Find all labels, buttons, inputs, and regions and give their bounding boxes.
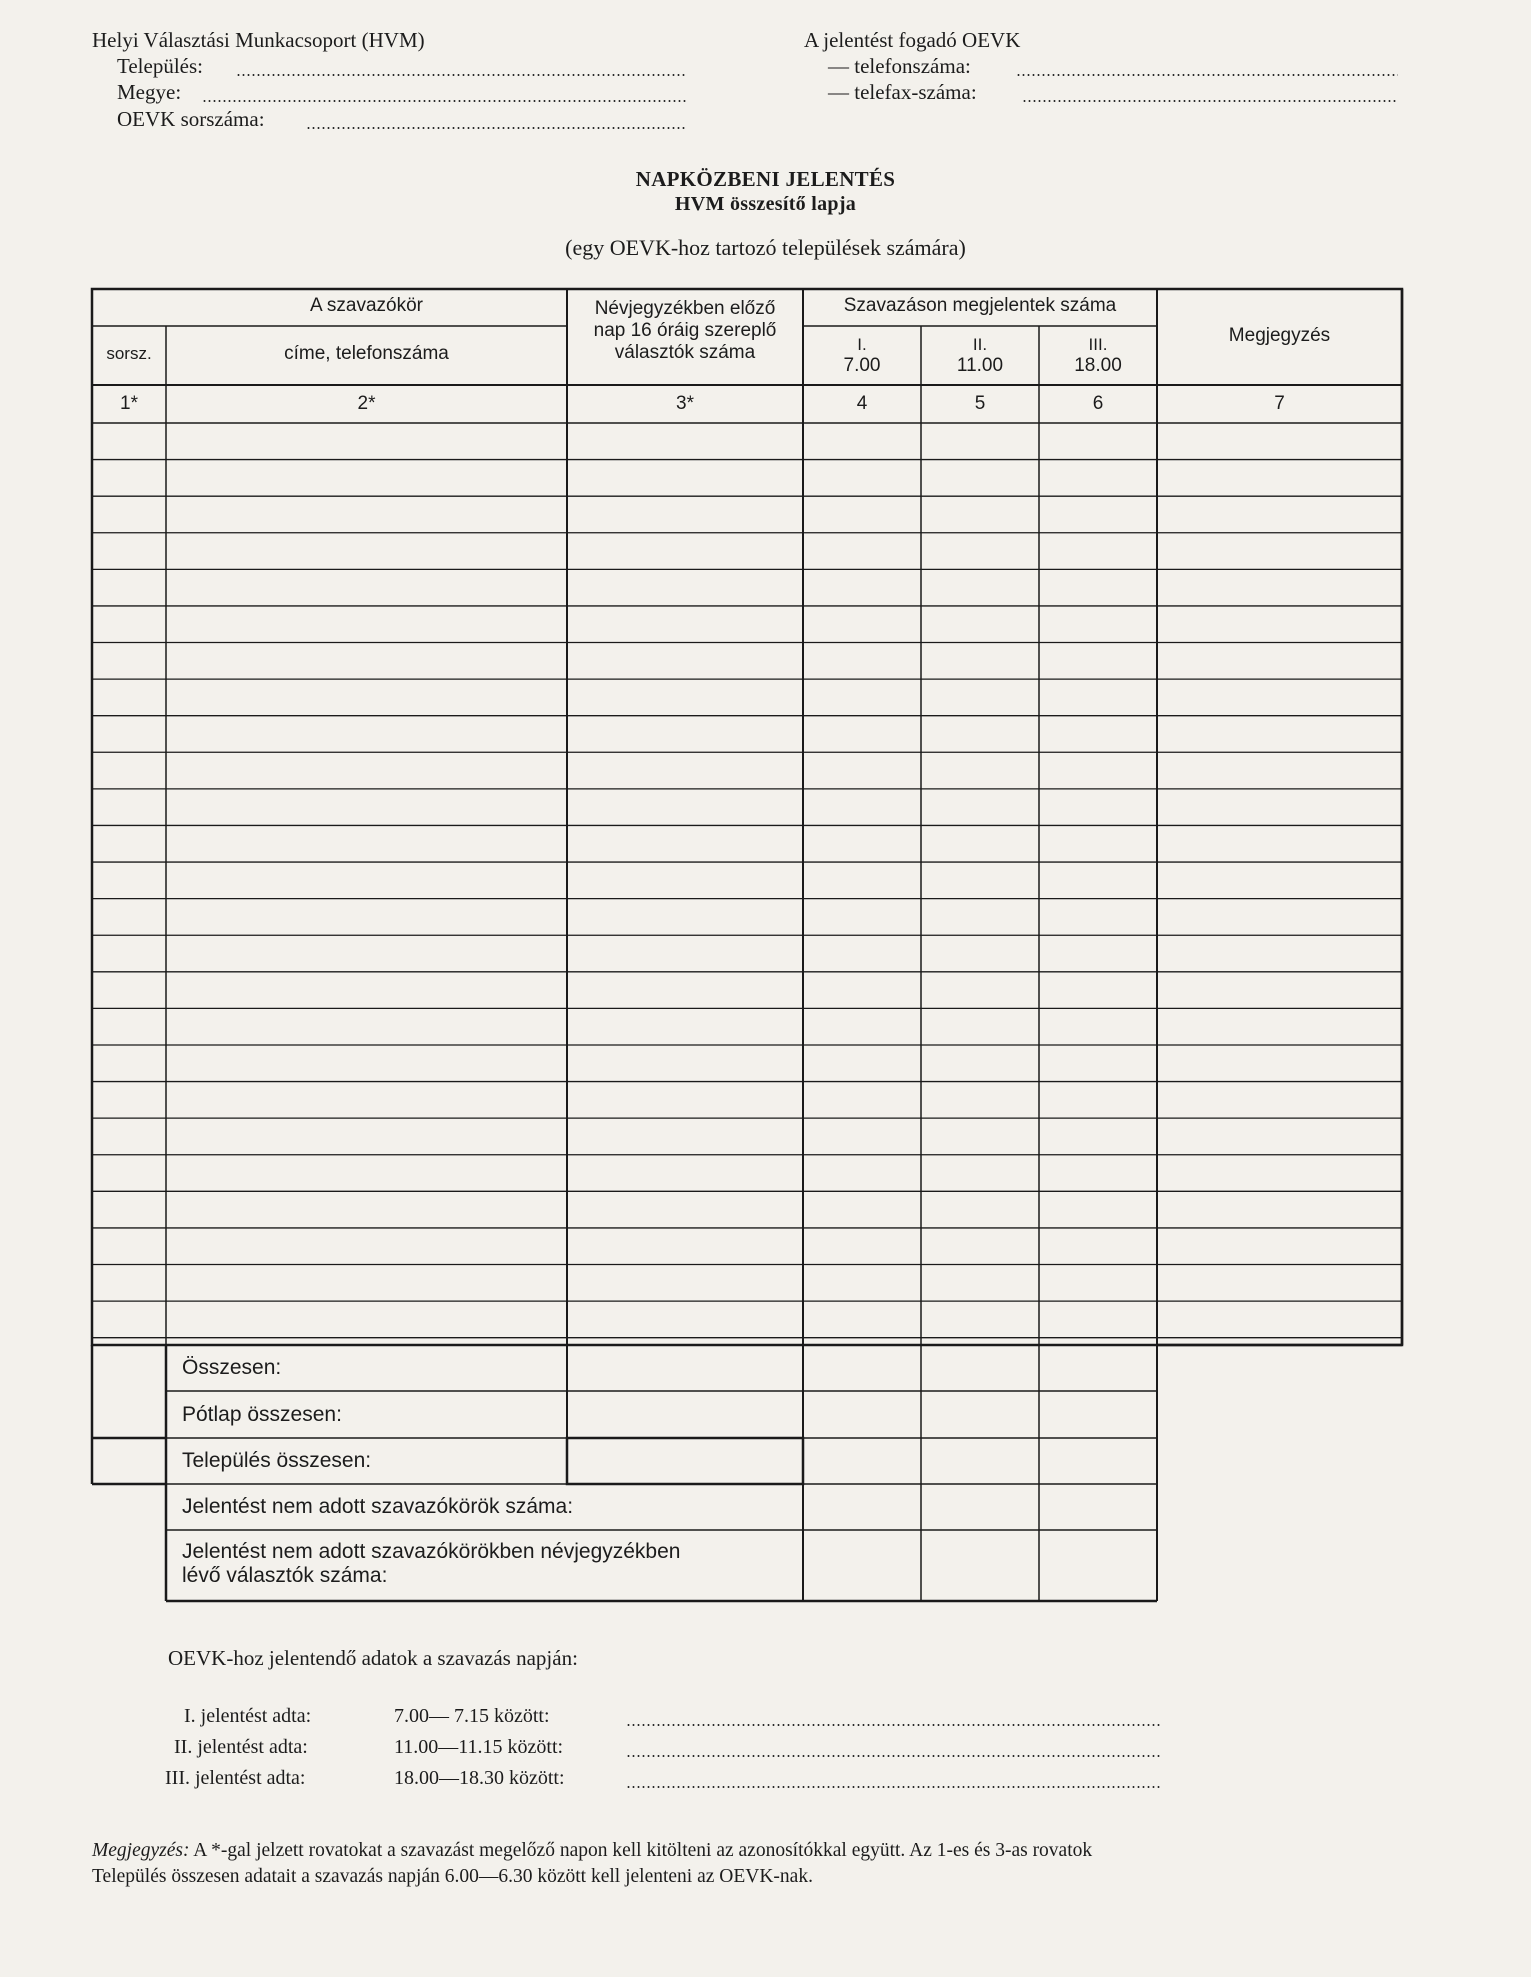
col-group-turnout: Szavazáson megjelentek száma <box>843 295 1117 316</box>
report-2-label: II. jelentést adta: <box>174 1736 308 1758</box>
fax-label: — telefax-száma: <box>828 80 977 104</box>
summary-total-label: Összesen: <box>182 1356 282 1379</box>
county-label: Megye: <box>117 80 182 104</box>
oevk-number-label: OEVK sorszáma: <box>117 107 265 131</box>
form-scope-note: (egy OEVK-hoz tartozó települések számára) <box>565 235 966 260</box>
col-number-2: 2* <box>357 393 376 414</box>
col-note: Megjegyzés <box>1228 325 1331 346</box>
col-number-7: 7 <box>1274 393 1285 414</box>
report-2-window: 11.00—11.15 között: <box>394 1736 564 1758</box>
summary-no-report-label: Jelentést nem adott szavazókörök száma: <box>182 1495 574 1518</box>
col-number-4: 4 <box>856 393 868 414</box>
report-1-field[interactable] <box>626 1724 1161 1726</box>
receiver-label: A jelentést fogadó OEVK <box>804 28 1021 52</box>
col-t1-roman: I. <box>857 335 867 354</box>
col-t2-time: 11.00 <box>956 355 1004 376</box>
report-3-field[interactable] <box>626 1786 1161 1788</box>
report-3-label: III. jelentést adta: <box>165 1767 306 1789</box>
col-group-district: A szavazókör <box>310 295 423 316</box>
report-3-window: 18.00—18.30 között: <box>394 1767 565 1789</box>
summary-no-report-voters-line1: Jelentést nem adott szavazókörökben névjegyzékben <box>182 1540 681 1563</box>
phone-label: — telefonszáma: <box>828 54 971 78</box>
table-main-frame <box>92 289 1402 1345</box>
footnote-text-1: A *-gal jelzett rovatokat a szavazást megelőző napon kell kitölteni az azonosítókkal együtt. Az 1-es és 3-as rovatok <box>193 1840 1093 1861</box>
summary-supplement-label: Pótlap összesen: <box>182 1403 342 1426</box>
report-1-window: 7.00— 7.15 között: <box>394 1705 550 1727</box>
col-registry-line2: nap 16 óráig szereplő <box>593 320 777 341</box>
summary-settlement-label: Település összesen: <box>182 1449 372 1472</box>
col-address: címe, telefonszáma <box>284 343 449 364</box>
col-number-5: 5 <box>974 393 986 414</box>
col-number-3: 3* <box>676 393 694 414</box>
report-2-field[interactable] <box>626 1755 1161 1757</box>
col-number-1: 1* <box>120 393 138 414</box>
form-title: NAPKÖZBENI JELENTÉS <box>635 167 896 191</box>
form-subtitle: HVM összesítő lapja <box>674 193 857 215</box>
settlement-label: Település: <box>117 54 203 78</box>
summary-no-report-voters-line2: lévő választók száma: <box>182 1564 388 1587</box>
col-registry-line3: választók száma <box>614 342 756 363</box>
footnote-line1 <box>92 1840 1092 1862</box>
footnote-line2: Település összesen adatait a szavazás napján 6.00—6.30 között kell jelenteni az OEVK-nak. <box>92 1866 813 1887</box>
report-1-label: I. jelentést adta: <box>184 1705 312 1727</box>
col-t2-roman: II. <box>972 335 988 354</box>
hvm-group-label: Helyi Választási Munkacsoport (HVM) <box>92 28 425 52</box>
col-t1-time: 7.00 <box>843 355 881 376</box>
col-t3-time: 18.00 <box>1074 355 1122 376</box>
col-serial: sorsz. <box>106 344 152 363</box>
reports-heading: OEVK-hoz jelentendő adatok a szavazás napján: <box>168 1646 578 1670</box>
col-number-6: 6 <box>1092 393 1104 414</box>
footnote-prefix: Megjegyzés: <box>92 1840 190 1861</box>
col-t3-roman: III. <box>1088 335 1108 354</box>
col-registry-line1: Névjegyzékben előző <box>594 298 776 319</box>
